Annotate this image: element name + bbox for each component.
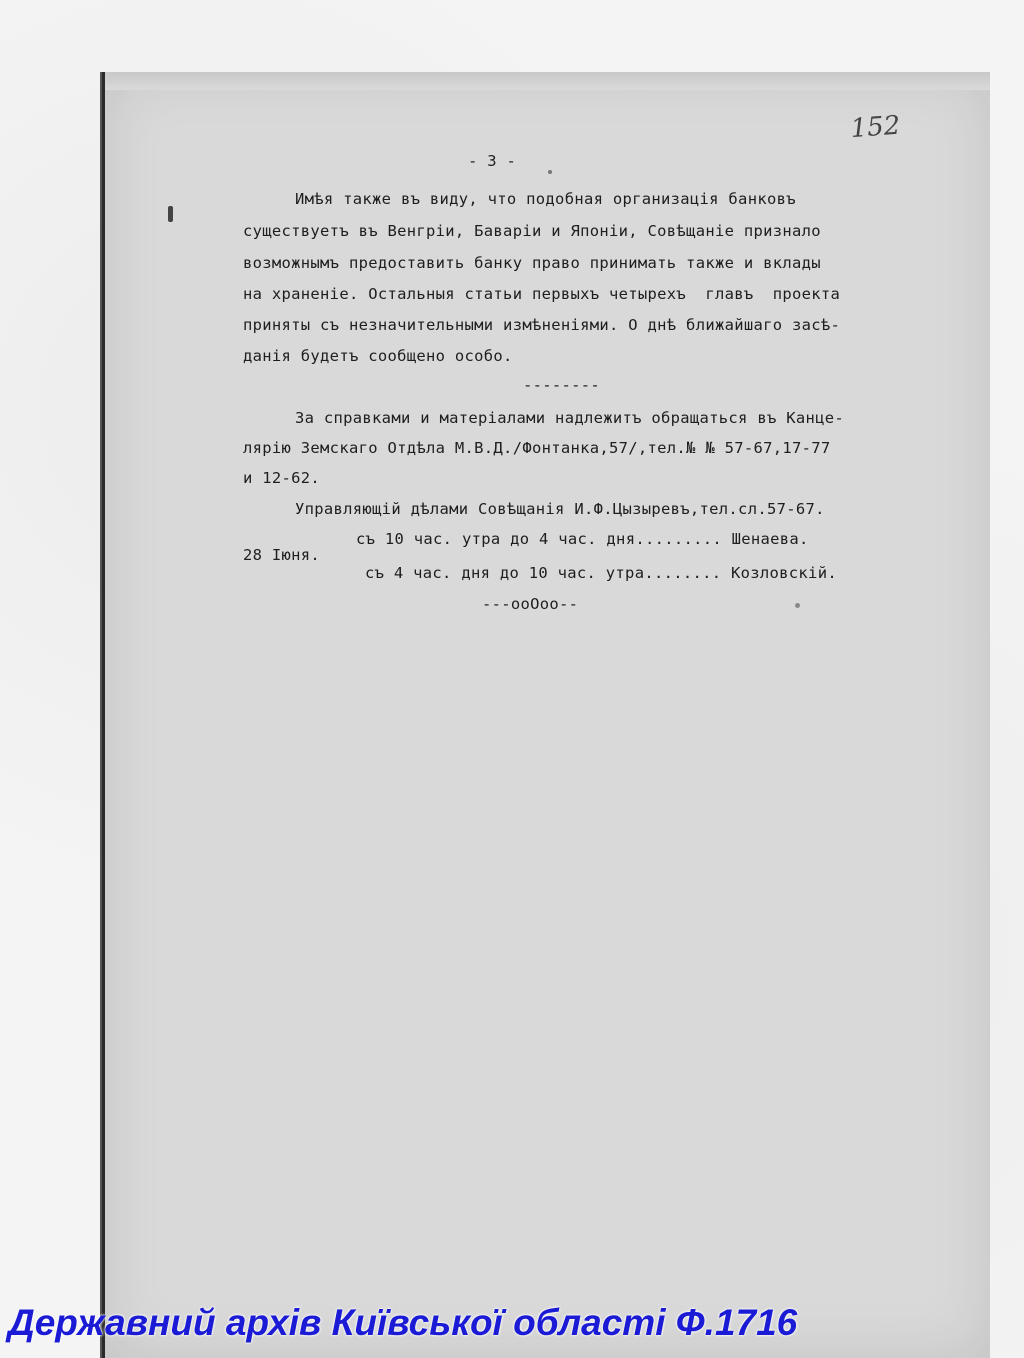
page-number: - 3 - [468, 152, 517, 170]
paragraph-line: возможнымъ предоставить банку право принимать также и вклады [243, 254, 821, 272]
ink-speck [548, 170, 552, 174]
paragraph-line: данія будетъ сообщено особо. [243, 347, 513, 365]
paragraph-line: на храненіе. Остальныя статьи первыхъ четырехъ главъ проекта [243, 285, 841, 303]
archive-folio-number: 152 [849, 110, 902, 145]
section-divider: -------- [523, 376, 601, 394]
paragraph-line: существуетъ въ Венгріи, Баваріи и Японіи, Совѣщаніе признало [243, 222, 821, 240]
paragraph-line: Имѣя также въ виду, что подобная организація банковъ [295, 190, 796, 208]
duty-date: 28 Іюня. [243, 546, 321, 564]
ink-speck [168, 206, 173, 222]
paragraph-line: лярію Земскаго Отдѣла М.В.Д./Фонтанка,57/,тел.№ № 57-67,17-77 [243, 439, 831, 457]
ink-speck [795, 603, 800, 608]
archive-caption: Державний архів Київської області Ф.1716 [8, 1302, 798, 1343]
manager-line: Управляющій дѣлами Совѣщанія И.Ф.Цызыревъ,тел.сл.57-67. [295, 500, 825, 518]
paragraph-line: и 12-62. [243, 469, 321, 487]
duty-shift-2: съ 4 час. дня до 10 час. утра........ Козловскій. [365, 564, 837, 582]
duty-shift-1: съ 10 час. утра до 4 час. дня......... Шенаева. [356, 530, 809, 548]
paragraph-line: приняты съ незначительными измѣненіями. О днѣ ближайшаго засѣ- [243, 316, 841, 334]
paragraph-line: За справками и матеріалами надлежитъ обращаться въ Канце- [295, 409, 845, 427]
end-mark: ---ооОоо-- [482, 595, 579, 613]
